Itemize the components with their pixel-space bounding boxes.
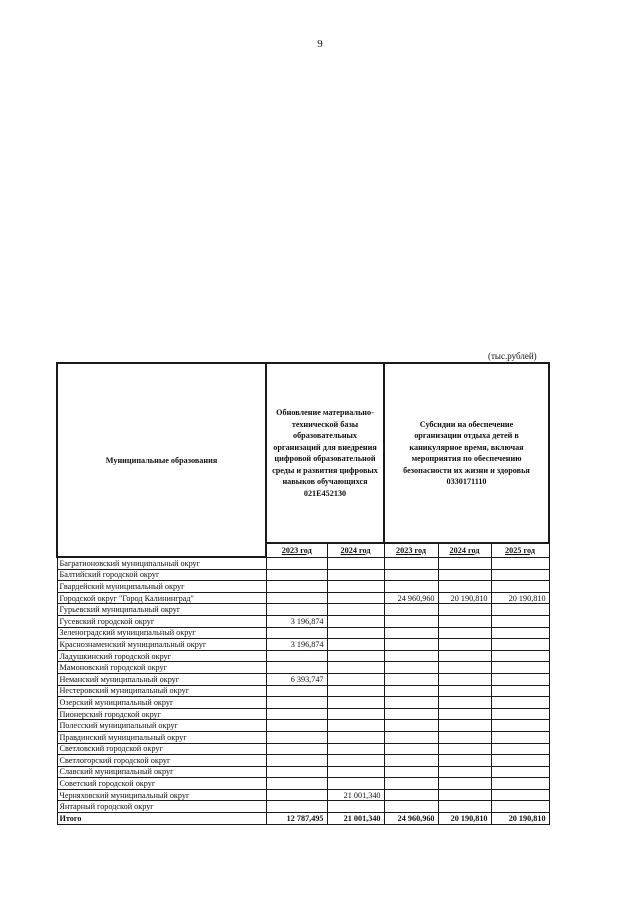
- value-cell: [438, 557, 491, 569]
- value-cell: [384, 557, 438, 569]
- value-cell: [266, 731, 327, 743]
- year-header: 2024 год: [438, 543, 491, 557]
- value-cell: [384, 639, 438, 651]
- year-header: 2023 год: [384, 543, 438, 557]
- value-cell: [266, 569, 327, 581]
- value-cell: [384, 743, 438, 755]
- value-cell: [266, 801, 327, 813]
- value-cell: 6 393,747: [266, 673, 327, 685]
- value-cell: [491, 581, 549, 593]
- value-cell: [491, 697, 549, 709]
- value-cell: 20 190,810: [438, 813, 491, 825]
- value-cell: [491, 755, 549, 767]
- value-cell: [491, 685, 549, 697]
- page-number: 9: [317, 38, 323, 50]
- value-cell: [438, 662, 491, 674]
- value-cell: [438, 720, 491, 732]
- value-cell: [491, 766, 549, 778]
- value-cell: [438, 755, 491, 767]
- municipality-name: Советский городской округ: [57, 778, 266, 790]
- value-cell: [491, 639, 549, 651]
- value-cell: [384, 569, 438, 581]
- year-header: 2025 год: [491, 543, 549, 557]
- value-cell: [491, 650, 549, 662]
- value-cell: [384, 581, 438, 593]
- value-cell: [384, 650, 438, 662]
- municipality-name: Черняховский муниципальный округ: [57, 789, 266, 801]
- municipality-name: Зеленоградский муниципальный округ: [57, 627, 266, 639]
- value-cell: [266, 708, 327, 720]
- table-row: [57, 778, 549, 790]
- value-cell: [266, 627, 327, 639]
- table-header-row: [57, 363, 549, 543]
- value-cell: [266, 743, 327, 755]
- value-cell: [491, 604, 549, 616]
- table-row: [57, 720, 549, 732]
- value-cell: [384, 720, 438, 732]
- table-row: [57, 650, 549, 662]
- value-cell: [266, 581, 327, 593]
- municipality-name: Светлогорский городской округ: [57, 755, 266, 767]
- value-cell: [438, 650, 491, 662]
- municipality-name: Городской округ "Город Калининград": [57, 592, 266, 604]
- value-cell: [491, 731, 549, 743]
- value-cell: [327, 743, 384, 755]
- value-cell: [327, 697, 384, 709]
- value-cell: [266, 650, 327, 662]
- value-cell: [438, 685, 491, 697]
- value-cell: [327, 650, 384, 662]
- value-cell: [327, 604, 384, 616]
- value-cell: [384, 755, 438, 767]
- table-row: [57, 662, 549, 674]
- value-cell: [491, 673, 549, 685]
- value-cell: [491, 569, 549, 581]
- value-cell: [438, 569, 491, 581]
- value-cell: [384, 604, 438, 616]
- group2-column-header: Субсидии на обеспечение организации отдыха детей в каникулярное время, включая мероприятия по обеспечению безопасности их жизни и здоровья 0330171110: [384, 363, 549, 543]
- table-row: [57, 569, 549, 581]
- value-cell: [384, 778, 438, 790]
- value-cell: [384, 766, 438, 778]
- value-cell: [327, 592, 384, 604]
- value-cell: [438, 673, 491, 685]
- value-cell: [491, 720, 549, 732]
- table-row: [57, 592, 549, 604]
- value-cell: 21 001,340: [327, 813, 384, 825]
- table-row: [57, 743, 549, 755]
- municipality-name: Озерский муниципальный округ: [57, 697, 266, 709]
- value-cell: [438, 743, 491, 755]
- value-cell: [491, 615, 549, 627]
- municipality-name: Неманский муниципальный округ: [57, 673, 266, 685]
- municipality-name: Ладушкинский городской округ: [57, 650, 266, 662]
- table-row: [57, 557, 549, 569]
- table-row: [57, 615, 549, 627]
- value-cell: [327, 673, 384, 685]
- value-cell: [438, 766, 491, 778]
- value-cell: [491, 789, 549, 801]
- value-cell: [327, 731, 384, 743]
- municipality-name: Светловский городской округ: [57, 743, 266, 755]
- value-cell: [491, 627, 549, 639]
- table-row: [57, 789, 549, 801]
- municipality-name: Славский муниципальный округ: [57, 766, 266, 778]
- value-cell: 24 960,960: [384, 592, 438, 604]
- value-cell: 20 190,810: [491, 592, 549, 604]
- value-cell: [327, 557, 384, 569]
- total-row: [57, 813, 549, 825]
- municipality-name: Нестеровский муниципальный округ: [57, 685, 266, 697]
- value-cell: [266, 789, 327, 801]
- value-cell: [327, 720, 384, 732]
- value-cell: 24 960,960: [384, 813, 438, 825]
- table-row: [57, 755, 549, 767]
- value-cell: [384, 662, 438, 674]
- value-cell: [266, 755, 327, 767]
- value-cell: 20 190,810: [438, 592, 491, 604]
- municipality-name: Гурьевский муниципальный округ: [57, 604, 266, 616]
- table-row: [57, 708, 549, 720]
- value-cell: [491, 778, 549, 790]
- municipality-name: Полесский муниципальный округ: [57, 720, 266, 732]
- value-cell: [266, 778, 327, 790]
- table-row: [57, 581, 549, 593]
- value-cell: 12 787,495: [266, 813, 327, 825]
- value-cell: [438, 789, 491, 801]
- value-cell: [438, 731, 491, 743]
- value-cell: [438, 708, 491, 720]
- value-cell: [266, 662, 327, 674]
- value-cell: [438, 801, 491, 813]
- value-cell: [438, 581, 491, 593]
- value-cell: [266, 766, 327, 778]
- value-cell: [327, 685, 384, 697]
- value-cell: [327, 569, 384, 581]
- municipality-name: Краснознаменский муниципальный округ: [57, 639, 266, 651]
- value-cell: [327, 755, 384, 767]
- table-row: [57, 731, 549, 743]
- value-cell: [327, 627, 384, 639]
- value-cell: [266, 557, 327, 569]
- value-cell: [491, 662, 549, 674]
- value-cell: [491, 743, 549, 755]
- table-row: [57, 673, 549, 685]
- municipality-name: Правдинский муниципальный округ: [57, 731, 266, 743]
- table-body: [57, 557, 549, 824]
- value-cell: [384, 627, 438, 639]
- value-cell: [384, 731, 438, 743]
- table-row: [57, 627, 549, 639]
- value-cell: [327, 766, 384, 778]
- value-cell: [384, 615, 438, 627]
- units-label: (тыс.рублей): [488, 351, 537, 361]
- value-cell: [266, 685, 327, 697]
- value-cell: [438, 697, 491, 709]
- value-cell: [491, 801, 549, 813]
- value-cell: [384, 801, 438, 813]
- value-cell: [438, 604, 491, 616]
- value-cell: [384, 685, 438, 697]
- value-cell: [438, 627, 491, 639]
- municipality-column-header: Муниципальные образования: [57, 363, 266, 557]
- value-cell: [327, 615, 384, 627]
- table-row: [57, 766, 549, 778]
- municipal-subsidies-table: [56, 362, 550, 825]
- year-header: 2023 год: [266, 543, 327, 557]
- table-row: [57, 697, 549, 709]
- municipality-name: Мамоновский городской округ: [57, 662, 266, 674]
- municipality-name: Балтийский городской округ: [57, 569, 266, 581]
- value-cell: [327, 778, 384, 790]
- municipality-name: Гвардейский муниципальный округ: [57, 581, 266, 593]
- value-cell: [384, 708, 438, 720]
- value-cell: 21 001,340: [327, 789, 384, 801]
- table-row: [57, 604, 549, 616]
- total-label: Итого: [57, 813, 266, 825]
- group1-column-header: Обновление материально-технической базы образовательных организаций для внедрения цифровой образовательной среды и развития цифровых навыков обучающихся 021Е452130: [266, 363, 384, 543]
- value-cell: [327, 708, 384, 720]
- value-cell: 3 196,874: [266, 615, 327, 627]
- value-cell: [438, 778, 491, 790]
- value-cell: [266, 592, 327, 604]
- value-cell: 20 190,810: [491, 813, 549, 825]
- municipality-name: Янтарный городской округ: [57, 801, 266, 813]
- value-cell: [266, 697, 327, 709]
- value-cell: [438, 615, 491, 627]
- value-cell: [327, 581, 384, 593]
- table-row: [57, 801, 549, 813]
- table-row: [57, 685, 549, 697]
- value-cell: [327, 801, 384, 813]
- value-cell: [327, 662, 384, 674]
- table-row: [57, 639, 549, 651]
- value-cell: [384, 673, 438, 685]
- value-cell: 3 196,874: [266, 639, 327, 651]
- municipality-name: Гусевский городской округ: [57, 615, 266, 627]
- value-cell: [384, 697, 438, 709]
- value-cell: [438, 639, 491, 651]
- value-cell: [327, 639, 384, 651]
- municipality-name: Багратионовский муниципальный округ: [57, 557, 266, 569]
- value-cell: [384, 789, 438, 801]
- year-header: 2024 год: [327, 543, 384, 557]
- municipality-name: Пионерский городской округ: [57, 708, 266, 720]
- value-cell: [266, 720, 327, 732]
- value-cell: [491, 557, 549, 569]
- value-cell: [491, 708, 549, 720]
- value-cell: [266, 604, 327, 616]
